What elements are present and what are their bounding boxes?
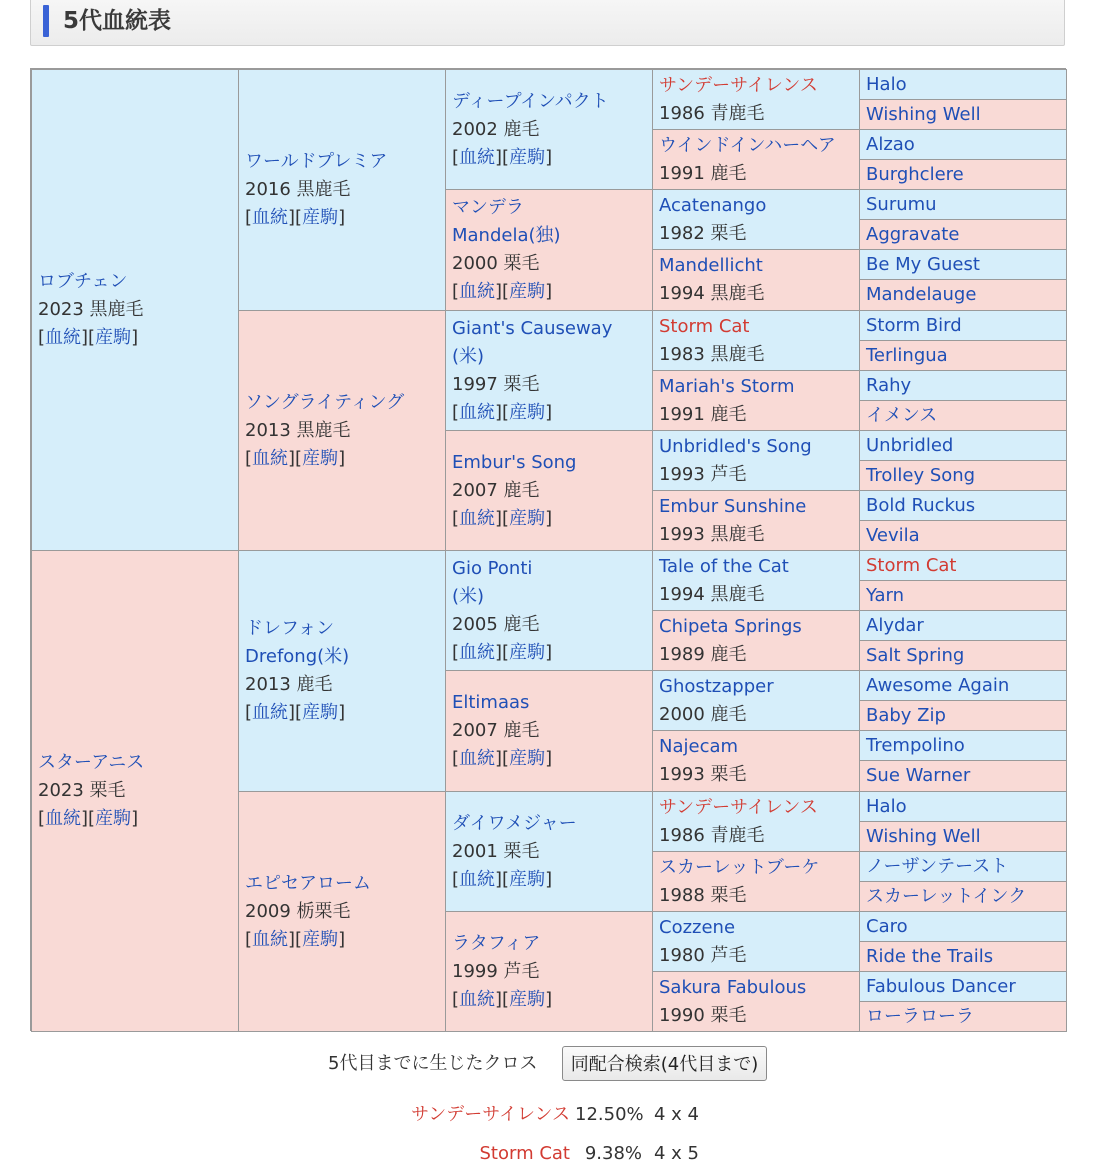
pedigree-link[interactable]: 血統: [45, 808, 82, 829]
pedigree-link[interactable]: 血統: [459, 507, 496, 529]
horse-alt-name-link[interactable]: (米): [452, 585, 485, 607]
section-header-accent-bar: [43, 5, 49, 37]
pedigree-link[interactable]: 血統: [459, 641, 496, 663]
cross-horse-link[interactable]: サンデーサイレンス: [411, 1104, 570, 1125]
horse-name-link[interactable]: Ride the Trails: [866, 945, 994, 967]
horse-birth-year-color: 1986 青鹿毛: [659, 824, 765, 846]
horse-name-link[interactable]: ロブチェン: [38, 271, 128, 292]
horse-name-link[interactable]: ワールドプレミア: [245, 151, 388, 172]
horse-name-link[interactable]: Salt Spring: [866, 644, 965, 666]
horse-name-link[interactable]: Be My Guest: [866, 253, 980, 275]
horse-name-link[interactable]: Terlingua: [866, 344, 948, 366]
produce-link[interactable]: 産駒: [509, 401, 546, 423]
horse-links: [血統][産駒]: [245, 702, 346, 723]
pedigree-link[interactable]: 血統: [459, 868, 496, 890]
pedigree-cell-gen3: [445, 911, 653, 1032]
pedigree-cell-gen4: [652, 730, 860, 792]
horse-name-link[interactable]: ウインドインハーヘア: [659, 134, 836, 156]
horse-links: [血統][産駒]: [245, 447, 346, 469]
horse-name-link[interactable]: Alydar: [866, 614, 924, 636]
pedigree-cell-gen4: [652, 249, 860, 311]
horse-name-link[interactable]: Tale of the Cat: [659, 555, 789, 577]
cross-percent: 12.50%: [575, 1104, 644, 1125]
horse-name-link[interactable]: Aggravate: [866, 223, 960, 245]
horse-name-link[interactable]: Unbridled's Song: [659, 435, 812, 457]
pedigree-cell-gen3: [445, 550, 653, 671]
horse-name-link[interactable]: ディープインパクト: [452, 90, 609, 112]
horse-name-link[interactable]: Sakura Fabulous: [659, 976, 807, 998]
horse-birth-year-color: 2005 鹿毛: [452, 613, 540, 635]
horse-birth-year-color: 2007 鹿毛: [452, 479, 540, 501]
horse-links: [血統][産駒]: [452, 748, 553, 769]
pedigree-cell-gen5: [859, 821, 1067, 852]
pedigree-cell-gen5: [859, 911, 1067, 942]
horse-name-link[interactable]: Wishing Well: [866, 825, 981, 847]
horse-name-link[interactable]: Burghclere: [866, 163, 964, 185]
pedigree-cell-gen2: [238, 310, 446, 551]
section-title: 5代血統表: [63, 8, 172, 34]
horse-name-link[interactable]: Cozzene: [659, 916, 736, 938]
pedigree-cell-gen3: [445, 69, 653, 190]
horse-birth-year-color: 1983 黒鹿毛: [659, 343, 765, 365]
horse-links: [血統][産駒]: [245, 928, 346, 950]
pedigree-cell-gen5: [859, 670, 1067, 701]
horse-birth-year-color: 1993 芦毛: [659, 463, 747, 485]
pedigree-cell-gen2: [238, 69, 446, 311]
horse-links: [血統][産駒]: [452, 988, 553, 1010]
pedigree-cell-gen4: [652, 370, 860, 431]
horse-birth-year-color: 2002 鹿毛: [452, 118, 540, 140]
horse-birth-year-color: 2013 黒鹿毛: [245, 419, 351, 441]
horse-name-link[interactable]: Giant's Causeway: [452, 317, 613, 339]
pedigree-cell-gen5: [859, 69, 1067, 100]
pedigree-cell-gen5: [859, 700, 1067, 731]
horse-birth-year-color: 1986 青鹿毛: [659, 102, 765, 124]
pedigree-cell-gen5: [859, 310, 1067, 341]
produce-link[interactable]: 産駒: [95, 327, 132, 348]
pedigree-cell-gen4: [652, 851, 860, 912]
produce-link[interactable]: 産駒: [509, 641, 546, 663]
horse-name-link[interactable]: Rahy: [866, 374, 912, 396]
produce-link[interactable]: 産駒: [509, 868, 546, 890]
pedigree-cell-gen5: [859, 791, 1067, 822]
horse-name-link[interactable]: Mariah's Storm: [659, 375, 795, 397]
horse-birth-year-color: 1994 黒鹿毛: [659, 283, 765, 304]
horse-name-link[interactable]: Gio Ponti: [452, 557, 533, 579]
horse-birth-year-color: 1980 芦毛: [659, 944, 747, 966]
horse-name-link[interactable]: Awesome Again: [866, 674, 1010, 696]
pedigree-cell-gen5: [859, 279, 1067, 311]
produce-link[interactable]: 産駒: [509, 281, 546, 302]
horse-birth-year-color: 1999 芦毛: [452, 960, 540, 982]
horse-name-link[interactable]: スカーレットブーケ: [659, 856, 820, 878]
produce-link[interactable]: 産駒: [302, 447, 339, 469]
horse-name-link[interactable]: Trempolino: [866, 734, 965, 756]
horse-links: [血統][産駒]: [452, 146, 553, 168]
horse-links: [血統][産駒]: [452, 507, 553, 529]
pedigree-cell-gen5: [859, 400, 1067, 431]
horse-birth-year-color: 2009 栃栗毛: [245, 900, 351, 922]
pedigree-link[interactable]: 血統: [459, 988, 496, 1010]
pedigree-link[interactable]: 血統: [252, 702, 289, 723]
pedigree-cell-gen1: [31, 550, 239, 1032]
horse-birth-year-color: 1993 栗毛: [659, 764, 747, 785]
horse-birth-year-color: 2007 鹿毛: [452, 720, 540, 741]
pedigree-cell-gen5: [859, 490, 1067, 521]
horse-links: [血統][産駒]: [452, 868, 553, 890]
horse-name-link[interactable]: Acatenango: [659, 194, 767, 216]
horse-name-link[interactable]: スカーレットインク: [866, 885, 1027, 907]
pedigree-cell-gen5: [859, 370, 1067, 401]
pedigree-cell-gen3: [445, 310, 653, 431]
pedigree-cell-gen5: [859, 1001, 1067, 1032]
pedigree-link[interactable]: 血統: [459, 748, 496, 769]
horse-links: [血統][産駒]: [38, 327, 139, 348]
pedigree-cell-gen4: [652, 129, 860, 190]
pedigree-link[interactable]: 血統: [252, 928, 289, 950]
horse-birth-year-color: 1993 黒鹿毛: [659, 523, 765, 545]
pedigree-cell-gen5: [859, 189, 1067, 220]
pedigree-cell-gen4: [652, 791, 860, 852]
horse-alt-name-link[interactable]: Drefong(米): [245, 646, 350, 667]
pedigree-cell-gen4: [652, 490, 860, 551]
horse-birth-year-color: 1991 鹿毛: [659, 162, 747, 184]
horse-name-link[interactable]: Najecam: [659, 736, 739, 757]
pedigree-link[interactable]: 血統: [252, 207, 289, 228]
horse-name-link[interactable]: Chipeta Springs: [659, 615, 802, 637]
horse-birth-year-color: 2000 栗毛: [452, 253, 540, 274]
horse-name-link[interactable]: Mandellicht: [659, 255, 763, 276]
horse-birth-year-color: 2001 栗毛: [452, 840, 540, 862]
horse-birth-year-color: 1988 栗毛: [659, 884, 747, 906]
produce-link[interactable]: 産駒: [302, 702, 339, 723]
pedigree-cell-gen4: [652, 670, 860, 731]
horse-name-link[interactable]: ドレフォン: [245, 618, 335, 639]
pedigree-cell-gen5: [859, 971, 1067, 1002]
horse-name-link[interactable]: Storm Bird: [866, 314, 962, 336]
horse-name-link[interactable]: Ghostzapper: [659, 675, 774, 697]
horse-name-link[interactable]: サンデーサイレンス: [659, 74, 818, 96]
pedigree-cell-gen4: [652, 189, 860, 250]
pedigree-cell-gen5: [859, 430, 1067, 461]
pedigree-cell-gen2: [238, 550, 446, 792]
cross-horse-link[interactable]: Storm Cat: [479, 1143, 570, 1164]
horse-birth-year-color: 2016 黒鹿毛: [245, 179, 351, 200]
horse-name-link[interactable]: スターアニス: [38, 752, 145, 773]
horse-birth-year-color: 2023 栗毛: [38, 780, 126, 801]
pedigree-cell-gen4: [652, 911, 860, 972]
horse-name-link[interactable]: Caro: [866, 915, 908, 937]
pedigree-cell-gen4: [652, 430, 860, 491]
pedigree-cell-gen3: [445, 670, 653, 792]
produce-link[interactable]: 産駒: [509, 988, 546, 1010]
horse-alt-name-link[interactable]: (米): [452, 345, 485, 367]
pedigree-cell-gen4: [652, 69, 860, 130]
pedigree-cell-gen5: [859, 340, 1067, 371]
pedigree-link[interactable]: 血統: [459, 401, 496, 423]
produce-link[interactable]: 産駒: [509, 146, 546, 168]
horse-alt-name-link[interactable]: Mandela(独): [452, 225, 561, 246]
horse-name-link[interactable]: Surumu: [866, 193, 937, 215]
horse-name-link[interactable]: Trolley Song: [866, 464, 976, 486]
horse-name-link[interactable]: マンデラ: [452, 197, 524, 218]
horse-name-link[interactable]: Storm Cat: [866, 554, 957, 576]
horse-name-link[interactable]: Baby Zip: [866, 704, 946, 726]
horse-name-link[interactable]: サンデーサイレンス: [659, 796, 818, 818]
horse-name-link[interactable]: Eltimaas: [452, 692, 530, 713]
pedigree-cell-gen5: [859, 249, 1067, 280]
horse-name-link[interactable]: Unbridled: [866, 434, 954, 456]
horse-name-link[interactable]: イメンス: [866, 404, 938, 426]
cross-row: [0, 1141, 1096, 1167]
pedigree-cell-gen4: [652, 550, 860, 611]
pedigree-cell-gen5: [859, 881, 1067, 912]
horse-birth-year-color: 1994 黒鹿毛: [659, 583, 765, 605]
horse-links: [血統][産駒]: [38, 808, 139, 829]
pedigree-cell-gen5: [859, 219, 1067, 250]
pedigree-cell-gen1: [31, 69, 239, 551]
horse-name-link[interactable]: ダイワメジャー: [452, 812, 577, 834]
horse-name-link[interactable]: Halo: [866, 795, 907, 817]
pedigree-link[interactable]: 血統: [459, 146, 496, 168]
pedigree-cell-gen3: [445, 791, 653, 912]
pedigree-link[interactable]: 血統: [459, 281, 496, 302]
horse-birth-year-color: 1989 鹿毛: [659, 643, 747, 665]
produce-link[interactable]: 産駒: [302, 207, 339, 228]
pedigree-cell-gen5: [859, 580, 1067, 611]
pedigree-cell-gen5: [859, 730, 1067, 761]
pedigree-cell-gen5: [859, 941, 1067, 972]
pedigree-cell-gen3: [445, 430, 653, 551]
pedigree-cell-gen2: [238, 791, 446, 1032]
horse-name-link[interactable]: Storm Cat: [659, 315, 750, 337]
horse-name-link[interactable]: ノーザンテースト: [866, 855, 1009, 877]
pedigree-cell-gen4: [652, 610, 860, 671]
horse-birth-year-color: 1990 栗毛: [659, 1004, 747, 1026]
horse-birth-year-color: 2013 鹿毛: [245, 674, 333, 695]
pedigree-cell-gen3: [445, 189, 653, 311]
cross-percent: 9.38%: [584, 1143, 642, 1164]
pedigree-link[interactable]: 血統: [45, 327, 82, 348]
same-mating-search-button[interactable]: 同配合検索(4代目まで): [562, 1046, 767, 1081]
horse-name-link[interactable]: Vevila: [866, 524, 920, 546]
horse-name-link[interactable]: Yarn: [866, 584, 905, 606]
horse-links: [血統][産駒]: [452, 641, 553, 663]
pedigree-cell-gen5: [859, 610, 1067, 641]
horse-birth-year-color: 2000 鹿毛: [659, 703, 747, 725]
cross-row: [0, 1102, 1096, 1128]
pedigree-cell-gen4: [652, 310, 860, 371]
pedigree-cell-gen5: [859, 99, 1067, 130]
produce-link[interactable]: 産駒: [509, 507, 546, 529]
horse-birth-year-color: 1982 栗毛: [659, 222, 747, 244]
cross-generations: 4 x 5: [654, 1143, 699, 1164]
horse-name-link[interactable]: Wishing Well: [866, 103, 981, 125]
horse-name-link[interactable]: ローラローラ: [866, 1005, 974, 1027]
pedigree-cell-gen5: [859, 159, 1067, 190]
pedigree-link[interactable]: 血統: [252, 447, 289, 469]
horse-name-link[interactable]: Sue Warner: [866, 765, 971, 786]
pedigree-cell-gen4: [652, 971, 860, 1032]
cross-label: 5代目までに生じたクロス: [328, 1053, 538, 1074]
horse-name-link[interactable]: Embur Sunshine: [659, 495, 807, 517]
horse-name-link[interactable]: Alzao: [866, 133, 915, 155]
horse-name-link[interactable]: エピセアローム: [245, 872, 371, 894]
horse-links: [血統][産駒]: [245, 207, 346, 228]
horse-links: [血統][産駒]: [452, 281, 553, 302]
pedigree-cell-gen5: [859, 550, 1067, 581]
horse-name-link[interactable]: Fabulous Dancer: [866, 975, 1016, 997]
pedigree-cell-gen5: [859, 129, 1067, 160]
cross-generations: 4 x 4: [654, 1104, 699, 1125]
horse-birth-year-color: 1991 鹿毛: [659, 403, 747, 425]
produce-link[interactable]: 産駒: [302, 928, 339, 950]
pedigree-cell-gen5: [859, 851, 1067, 882]
pedigree-cell-gen5: [859, 760, 1067, 792]
horse-name-link[interactable]: ラタフィア: [452, 932, 541, 954]
horse-name-link[interactable]: ソングライティング: [245, 391, 405, 413]
produce-link[interactable]: 産駒: [95, 808, 132, 829]
horse-birth-year-color: 1997 栗毛: [452, 373, 540, 395]
horse-birth-year-color: 2023 黒鹿毛: [38, 299, 144, 320]
pedigree-cell-gen5: [859, 520, 1067, 551]
section-header: [30, 0, 1065, 46]
horse-name-link[interactable]: Mandelauge: [866, 284, 977, 305]
pedigree-cell-gen5: [859, 640, 1067, 671]
produce-link[interactable]: 産駒: [509, 748, 546, 769]
horse-name-link[interactable]: Bold Ruckus: [866, 494, 976, 516]
horse-name-link[interactable]: Halo: [866, 73, 907, 95]
pedigree-table: [30, 68, 1066, 1031]
horse-links: [血統][産駒]: [452, 401, 553, 423]
pedigree-cell-gen5: [859, 460, 1067, 491]
horse-name-link[interactable]: Embur's Song: [452, 451, 577, 473]
